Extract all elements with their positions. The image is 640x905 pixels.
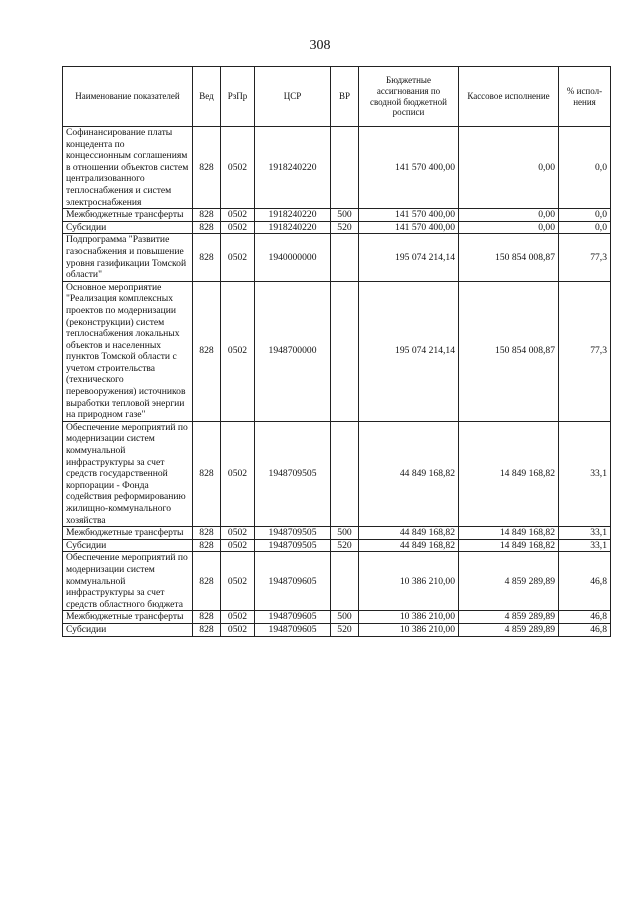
row-pct: 46,8 [559,611,611,624]
row-csr: 1918240220 [255,221,331,234]
row-name: Субсидии [63,221,193,234]
row-csr: 1918240220 [255,127,331,209]
row-pct: 0,0 [559,221,611,234]
row-vr: 500 [331,611,359,624]
page-number: 308 [309,38,331,53]
header-csr: ЦСР [255,67,331,127]
row-rzpr: 0502 [221,527,255,540]
row-vr [331,552,359,611]
row-ved: 828 [193,221,221,234]
row-pct: 46,8 [559,623,611,636]
budget-execution-table [62,66,611,637]
row-csr: 1948709605 [255,552,331,611]
row-cash: 0,00 [459,127,559,209]
row-rzpr: 0502 [221,552,255,611]
table-row [63,552,611,611]
row-ved: 828 [193,611,221,624]
table-row [63,539,611,552]
row-cash: 0,00 [459,209,559,222]
header-name: Наименование показателей [63,67,193,127]
header-row [63,67,611,127]
row-ved: 828 [193,552,221,611]
row-csr: 1948709505 [255,539,331,552]
row-pct: 77,3 [559,234,611,281]
row-ved: 828 [193,234,221,281]
row-ved: 828 [193,539,221,552]
table-row [63,527,611,540]
row-pct: 0,0 [559,209,611,222]
row-cash: 14 849 168,82 [459,527,559,540]
row-ved: 828 [193,527,221,540]
row-name: Субсидии [63,623,193,636]
row-ved: 828 [193,281,221,421]
row-pct: 46,8 [559,552,611,611]
row-name: Межбюджетные трансферты [63,527,193,540]
header-cash: Кассовое исполнение [459,67,559,127]
row-budget: 44 849 168,82 [359,527,459,540]
row-pct: 0,0 [559,127,611,209]
row-csr: 1948709505 [255,527,331,540]
row-csr: 1948700000 [255,281,331,421]
row-cash: 4 859 289,89 [459,623,559,636]
row-cash: 4 859 289,89 [459,552,559,611]
row-budget: 10 386 210,00 [359,611,459,624]
row-name: Подпрограмма "Развитие газоснабжения и повышение уровня газификации Томской области" [63,234,193,281]
row-cash: 4 859 289,89 [459,611,559,624]
header-pct: % испол-нения [559,67,611,127]
row-name: Обеспечение мероприятий по модернизации систем коммунальной инфраструктуры за счет средств государственной корпорации - Фонда содействия реформированию жилищно-коммунального хозяйства [63,421,193,526]
row-rzpr: 0502 [221,209,255,222]
header-ved: Вед [193,67,221,127]
row-vr: 500 [331,209,359,222]
row-pct: 77,3 [559,281,611,421]
row-rzpr: 0502 [221,611,255,624]
row-rzpr: 0502 [221,281,255,421]
row-name: Субсидии [63,539,193,552]
row-budget: 10 386 210,00 [359,623,459,636]
row-name: Обеспечение мероприятий по модернизации систем коммунальной инфраструктуры за счет средств областного бюджета [63,552,193,611]
row-ved: 828 [193,209,221,222]
header-vr: ВР [331,67,359,127]
table-row [63,221,611,234]
row-rzpr: 0502 [221,127,255,209]
row-vr: 520 [331,623,359,636]
row-budget: 44 849 168,82 [359,421,459,526]
row-budget: 141 570 400,00 [359,209,459,222]
row-rzpr: 0502 [221,221,255,234]
row-budget: 10 386 210,00 [359,552,459,611]
row-csr: 1940000000 [255,234,331,281]
row-vr [331,281,359,421]
row-csr: 1948709505 [255,421,331,526]
row-rzpr: 0502 [221,234,255,281]
row-vr [331,127,359,209]
row-name: Основное мероприятие "Реализация комплексных проектов по модернизации (реконструкции) систем теплоснабжения локальных объектов и населенных пунктов Томской области с учетом строительства (технического перевооружения) источников выработки тепловой энергии на природном газе" [63,281,193,421]
table-row [63,421,611,526]
table-row [63,234,611,281]
row-vr: 500 [331,527,359,540]
row-rzpr: 0502 [221,623,255,636]
row-vr: 520 [331,221,359,234]
row-csr: 1948709605 [255,623,331,636]
row-csr: 1918240220 [255,209,331,222]
row-ved: 828 [193,421,221,526]
table-row [63,623,611,636]
header-rzpr: РзПр [221,67,255,127]
row-budget: 195 074 214,14 [359,234,459,281]
row-vr [331,421,359,526]
row-budget: 141 570 400,00 [359,221,459,234]
row-vr [331,234,359,281]
table-row [63,127,611,209]
row-pct: 33,1 [559,421,611,526]
row-cash: 14 849 168,82 [459,539,559,552]
row-pct: 33,1 [559,527,611,540]
row-cash: 150 854 008,87 [459,234,559,281]
row-cash: 150 854 008,87 [459,281,559,421]
row-rzpr: 0502 [221,421,255,526]
row-ved: 828 [193,623,221,636]
row-cash: 14 849 168,82 [459,421,559,526]
row-budget: 141 570 400,00 [359,127,459,209]
row-budget: 195 074 214,14 [359,281,459,421]
row-budget: 44 849 168,82 [359,539,459,552]
table-row [63,611,611,624]
row-rzpr: 0502 [221,539,255,552]
row-name: Межбюджетные трансферты [63,611,193,624]
row-vr: 520 [331,539,359,552]
row-cash: 0,00 [459,221,559,234]
row-csr: 1948709605 [255,611,331,624]
table-row [63,209,611,222]
header-budget: Бюджетные ассигнования по сводной бюджетной росписи [359,67,459,127]
row-pct: 33,1 [559,539,611,552]
row-ved: 828 [193,127,221,209]
row-name: Межбюджетные трансферты [63,209,193,222]
table-row [63,281,611,421]
row-name: Софинансирование платы концедента по концессионным соглашениям в отношении объектов систем централизованного теплоснабжения и систем электроснабжения [63,127,193,209]
